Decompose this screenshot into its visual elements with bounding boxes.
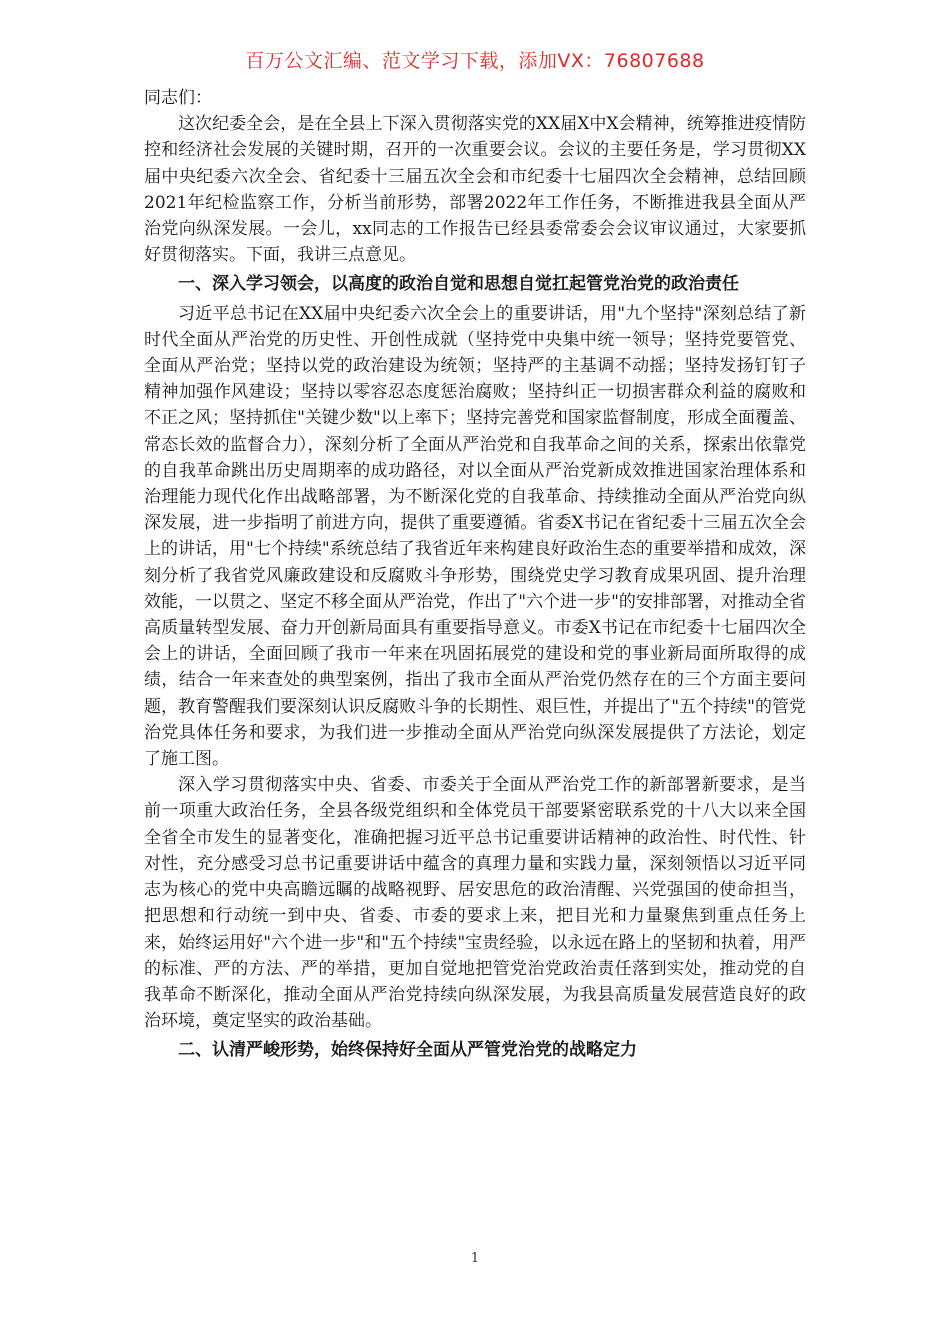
watermark-banner: 百万公文汇编、范文学习下载，添加VX：76807688: [245, 50, 705, 72]
body-paragraph-2: 深入学习贯彻落实中央、省委、市委关于全面从严治党工作的新部署新要求，是当前一项重大政治任务，全县各级党组织和全体党员干部要紧密联系党的十八大以来全国全省全市发生的显著变化，准确把握习近平总书记重要讲话精神的政治性、时代性、针对性，充分感受习总书记重要讲话中蕴含的真理力量和实践力量，深刻领悟以习近平同志为核心的党中央高瞻远瞩的战略视野、居安思危的政治清醒、兴党强国的使命担当，把思想和行动统一到中央、省委、市委的要求上来，把目光和力量聚焦到重点任务上来，始终运用好"六个进一步"和"五个持续"宝贵经验，以永远在路上的坚韧和执着，用严的标准、严的方法、严的举措，更加自觉地把管党治党政治责任落到实处，推动党的自我革命不断深化，推动全面从严治党持续向纵深发展，为我县高质量发展营造良好的政治环境，奠定坚实的政治基础。: [144, 775, 806, 1032]
page-number: 1: [470, 1251, 480, 1266]
document-body: [144, 85, 806, 1067]
section-heading-2: 二、认清严峻形势，始终保持好全面从严管党治党的战略定力: [178, 1040, 637, 1061]
intro-paragraph: 这次纪委全会，是在全县上下深入贯彻落实党的XX届X中X会精神，统筹推进疫情防控和经济社会发展的关键时期，召开的一次重要会议。会议的主要任务是，学习贯彻XX届中央纪委六次全会、省纪委十三届五次全会和市纪委十七届四次全会精神，总结回顾2021年纪检监察工作，分析当前形势，部署2022年工作任务，不断推进我县全面从严治党向纵深发展。一会儿，xx同志的工作报告已经县委常委会会议审议通过，大家要抓好贯彻落实。下面，我讲三点意见。: [144, 114, 806, 266]
salutation: 同志们：: [144, 88, 212, 108]
body-paragraph-1: 习近平总书记在XX届中央纪委六次全会上的重要讲话，用"九个坚持"深刻总结了新时代全面从严治党的历史性、开创性成就（坚持党中央集中统一领导；坚持党要管党、全面从严治党；坚持以党的政治建设为统领；坚持严的主基调不动摇；坚持发扬钉钉子精神加强作风建设；坚持以零容忍态度惩治腐败；坚持纠正一切损害群众利益的腐败和不正之风；坚持抓住"关键少数"以上率下；坚持完善党和国家监督制度，形成全面覆盖、常态长效的监督合力），深刻分析了全面从严治党和自我革命之间的关系，探索出依靠党的自我革命跳出历史周期率的成功路径，对以全面从严治党新成效推进国家治理体系和治理能力现代化作出战略部署，为不断深化党的自我革命、持续推动全面从严治党向纵深发展，进一步指明了前进方向，提供了重要遵循。省委X书记在省纪委十三届五次全会上的讲话，用"七个持续"系统总结了我省近年来构建良好政治生态的重要举措和成效，深刻分析了我省党风廉政建设和反腐败斗争形势，围绕党史学习教育成果巩固、提升治理效能，一以贯之、坚定不移全面从严治党，作出了"六个进一步"的安排部署，对推动全省高质量转型发展、奋力开创新局面具有重要指导意义。市委X书记在市纪委十七届四次全会上的讲话，全面回顾了我市一年来在巩固拓展党的建设和党的事业新局面所取得的成绩，结合一年来查处的典型案例，指出了我市全面从严治党仍然存在的三个方面主要问题，教育警醒我们要深刻认识反腐败斗争的长期性、艰巨性，并提出了"五个持续"的管党治党具体任务和要求，为我们进一步推动全面从严治党向纵深发展提供了方法论，划定了施工图。: [144, 303, 806, 770]
section-heading-1: 一、深入学习领会，以高度的政治自觉和思想自觉扛起管党治党的政治责任: [178, 274, 739, 295]
